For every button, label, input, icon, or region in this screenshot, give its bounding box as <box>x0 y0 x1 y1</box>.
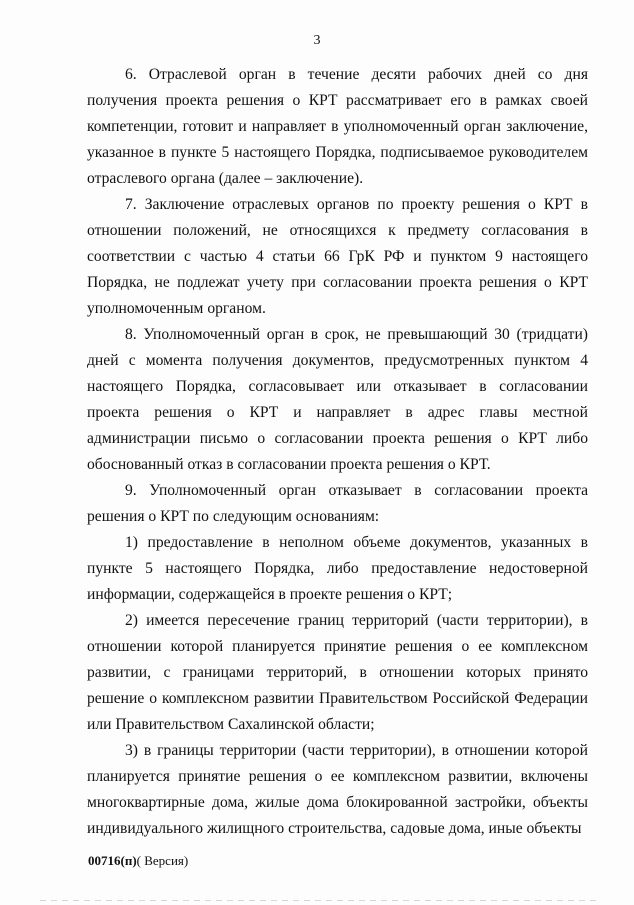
paragraph-7: 7. Заключение отраслевых органов по проекту решения о КРТ в отношении положений, не относящихся к предмету согласования в соответствии с частью 4 статьи 66 ГрК РФ и пунктом 9 настоящего Порядка, не подлежат учету при согласовании проекта решения о КРТ уполномоченным органом. <box>87 196 588 317</box>
list-item-2: 2) имеется пересечение границ территорий (части территории), в отношении которой планируется принятие решения о ее комплексном развитии, с границами территорий, в отношении которых принято решение о комплексном развитии Правительством Российской Федерации или Правительством Сахалинской области; <box>87 612 588 733</box>
document-version: ( Версия) <box>136 853 189 868</box>
document-body <box>87 62 588 842</box>
document-code: 00716(п) <box>88 853 137 868</box>
paragraph-9: 9. Уполномоченный орган отказывает в согласовании проекта решения о КРТ по следующим основаниям: <box>87 482 588 525</box>
paragraph-8: 8. Уполномоченный орган в срок, не превышающий 30 (тридцати) дней с момента получения документов, предусмотренных пунктом 4 настоящего Порядка, согласовывает или отказывает в согласовании проекта решения о КРТ и направляет в адрес главы местной администрации письмо о согласовании проекта решения о КРТ либо обоснованный отказ в согласовании проекта решения о КРТ. <box>87 326 588 473</box>
list-item-3: 3) в границы территории (части территории), в отношении которой планируется принятие решения о ее комплексном развитии, включены многоквартирные дома, жилые дома блокированной застройки, объекты индивидуального жилищного строительства, садовые дома, иные объекты <box>87 742 588 837</box>
paragraph-6: 6. Отраслевой орган в течение десяти рабочих дней со дня получения проекта решения о КРТ рассматривает его в рамках своей компетенции, готовит и направляет в уполномоченный орган заключение, указанное в пункте 5 настоящего Порядка, подписываемое руководителем отраслевого органа (далее – заключение). <box>87 66 588 187</box>
scan-artifact-line <box>40 900 600 901</box>
page-number: 3 <box>313 33 321 48</box>
document-footer <box>88 853 188 869</box>
list-item-1: 1) предоставление в неполном объеме документов, указанных в пункте 5 настоящего Порядка, либо предоставление недостоверной информации, содержащейся в проекте решения о КРТ; <box>87 534 588 603</box>
